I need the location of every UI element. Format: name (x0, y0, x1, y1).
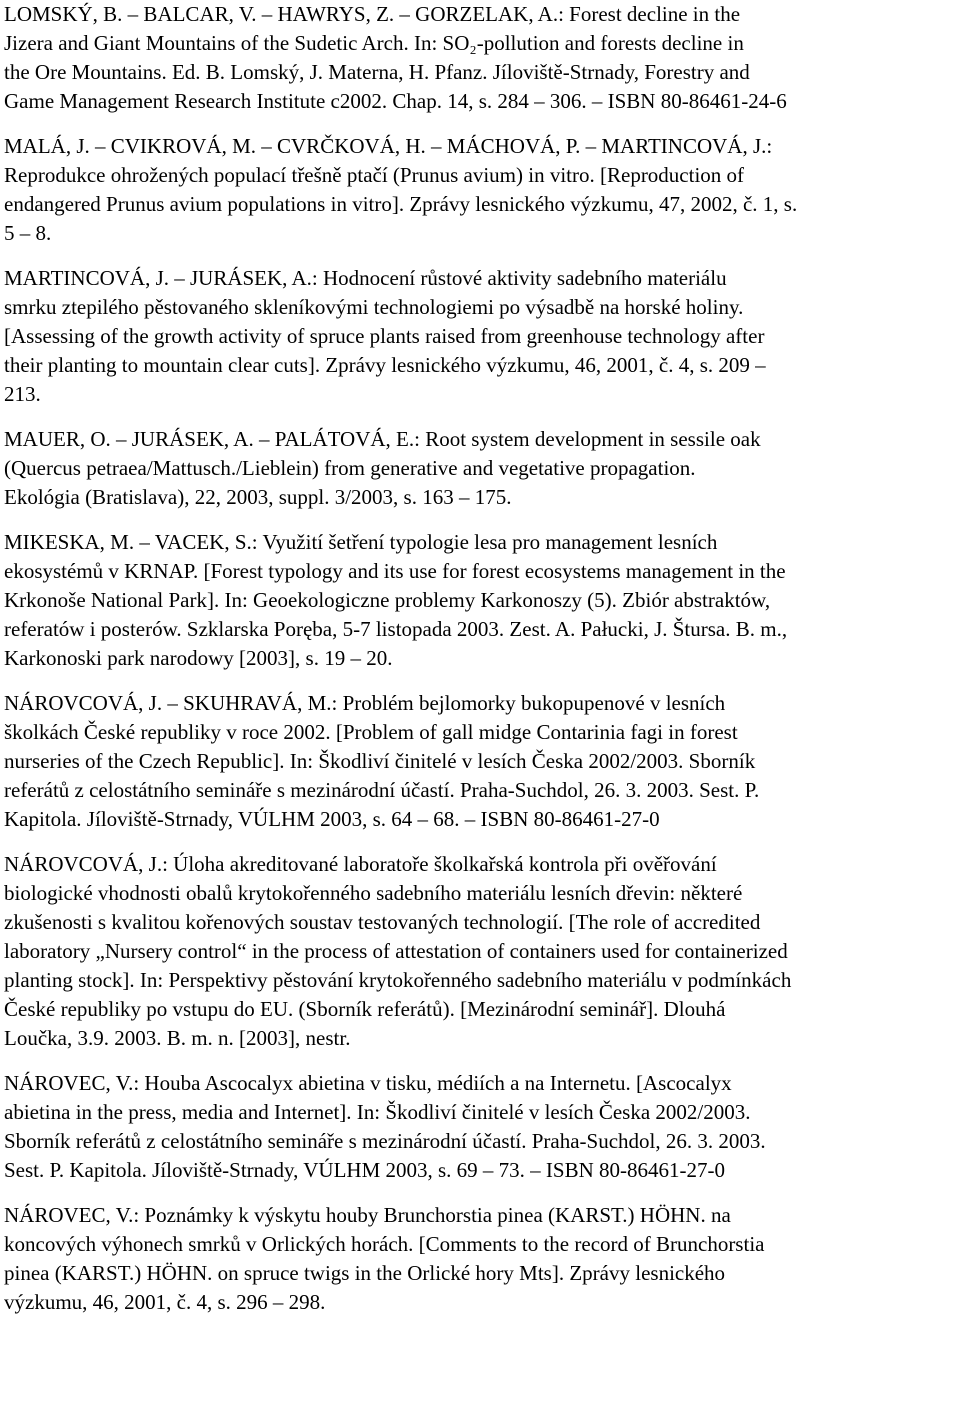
reference-line: 213. (4, 382, 41, 406)
reference-line: biologické vhodnosti obalů krytokořenného sadebního materiálu lesních dřevin: některé (4, 881, 743, 905)
reference-line: NÁROVEC, V.: Poznámky k výskytu houby Brunchorstia pinea (KARST.) HÖHN. na (4, 1203, 731, 1227)
reference-entry (4, 0, 960, 116)
reference-line: referátů z celostátního semináře s mezinárodní účastí. Praha-Suchdol, 26. 3. 2003. Sest. P. (4, 778, 760, 802)
reference-line: pinea (KARST.) HÖHN. on spruce twigs in the Orlické hory Mts]. Zprávy lesnického (4, 1261, 726, 1285)
reference-line: NÁROVCOVÁ, J.: Úloha akreditované laboratoře školkařská kontrola při ověřování (4, 852, 717, 876)
reference-line: školkách České republiky v roce 2002. [Problem of gall midge Contarinia fagi in forest (4, 720, 738, 744)
reference-line: výzkumu, 46, 2001, č. 4, s. 296 – 298. (4, 1290, 326, 1314)
reference-line: referatów i posterów. Szklarska Poręba, 5-7 listopada 2003. Zest. A. Pałucki, J. Štursa. B. m., (4, 617, 788, 641)
reference-line: Ekológia (Bratislava), 22, 2003, suppl. 3/2003, s. 163 – 175. (4, 485, 512, 509)
reference-line: NÁROVEC, V.: Houba Ascocalyx abietina v tisku, médiích a na Internetu. [Ascocalyx (4, 1071, 732, 1095)
reference-line: endangered Prunus avium populations in vitro]. Zprávy lesnického výzkumu, 47, 2002, č. 1, s. (4, 192, 798, 216)
reference-line: nurseries of the Czech Republic]. In: Škodliví činitelé v lesích Česka 2002/2003. Sborník (4, 749, 756, 773)
reference-line: České republiky po vstupu do EU. (Sborník referátů). [Mezinárodní seminář]. Dlouhá (4, 997, 726, 1021)
reference-line: smrku ztepilého pěstovaného skleníkovými technologiemi po výsadbě na horské holiny. (4, 295, 744, 319)
reference-entry (4, 1201, 960, 1317)
reference-line: koncových výhonech smrků v Orlických horách. [Comments to the record of Brunchorstia (4, 1232, 765, 1256)
reference-line: Kapitola. Jíloviště-Strnady, VÚLHM 2003, s. 64 – 68. – ISBN 80-86461-27-0 (4, 807, 660, 831)
reference-line: Reprodukce ohrožených populací třešně ptačí (Prunus avium) in vitro. [Reproduction of (4, 163, 745, 187)
reference-line: (Quercus petraea/Mattusch./Lieblein) from generative and vegetative propagation. (4, 456, 696, 480)
reference-line: MALÁ, J. – CVIKROVÁ, M. – CVRČKOVÁ, H. – MÁCHOVÁ, P. – MARTINCOVÁ, J.: (4, 134, 773, 158)
reference-line: the Ore Mountains. Ed. B. Lomský, J. Materna, H. Pfanz. Jíloviště-Strnady, Forestry and (4, 60, 750, 84)
reference-entry (4, 1069, 960, 1185)
reference-line: LOMSKÝ, B. – BALCAR, V. – HAWRYS, Z. – GORZELAK, A.: Forest decline in the (4, 2, 741, 26)
reference-line: MIKESKA, M. – VACEK, S.: Využití šetření typologie lesa pro management lesních (4, 530, 718, 554)
reference-line: planting stock]. In: Perspektivy pěstování krytokořenného sadebního materiálu v podmínkách (4, 968, 792, 992)
reference-line: MAUER, O. – JURÁSEK, A. – PALÁTOVÁ, E.: Root system development in sessile oak (4, 427, 761, 451)
reference-line: Karkonoski park narodowy [2003], s. 19 – 20. (4, 646, 393, 670)
reference-line: abietina in the press, media and Internet]. In: Škodliví činitelé v lesích Česka 2002/2003. (4, 1100, 751, 1124)
reference-line: their planting to mountain clear cuts]. Zprávy lesnického výzkumu, 46, 2001, č. 4, s. 209 – (4, 353, 766, 377)
reference-line: [Assessing of the growth activity of spruce plants raised from greenhouse technology after (4, 324, 765, 348)
reference-line: ekosystémů v KRNAP. [Forest typology and its use for forest ecosystems management in the (4, 559, 786, 583)
reference-line: MARTINCOVÁ, J. – JURÁSEK, A.: Hodnocení růstové aktivity sadebního materiálu (4, 266, 727, 290)
reference-entry (4, 528, 960, 673)
reference-entry (4, 132, 960, 248)
reference-line: 5 – 8. (4, 221, 52, 245)
reference-line: zkušenosti s kvalitou kořenových soustav testovaných technologií. [The role of accredited (4, 910, 761, 934)
reference-line: Krkonoše National Park]. In: Geoekologiczne problemy Karkonoszy (5). Zbiór abstraktów, (4, 588, 771, 612)
reference-line: Sborník referátů z celostátního semináře s mezinárodní účastí. Praha-Suchdol, 26. 3. 2003. (4, 1129, 766, 1153)
reference-line: NÁROVCOVÁ, J. – SKUHRAVÁ, M.: Problém bejlomorky bukopupenové v lesních (4, 691, 726, 715)
reference-line: Jizera and Giant Mountains of the Sudetic Arch. In: SO₂-pollution and forests decline in (4, 31, 744, 55)
reference-line: Loučka, 3.9. 2003. B. m. n. [2003], nestr. (4, 1026, 351, 1050)
reference-entry (4, 689, 960, 834)
reference-entry (4, 425, 960, 512)
reference-line: Game Management Research Institute c2002. Chap. 14, s. 284 – 306. – ISBN 80-86461-24-6 (4, 89, 787, 113)
reference-entry (4, 264, 960, 409)
reference-entry (4, 850, 960, 1053)
reference-line: Sest. P. Kapitola. Jíloviště-Strnady, VÚLHM 2003, s. 69 – 73. – ISBN 80-86461-27-0 (4, 1158, 725, 1182)
reference-line: laboratory „Nursery control“ in the process of attestation of containers used for containerized (4, 939, 788, 963)
